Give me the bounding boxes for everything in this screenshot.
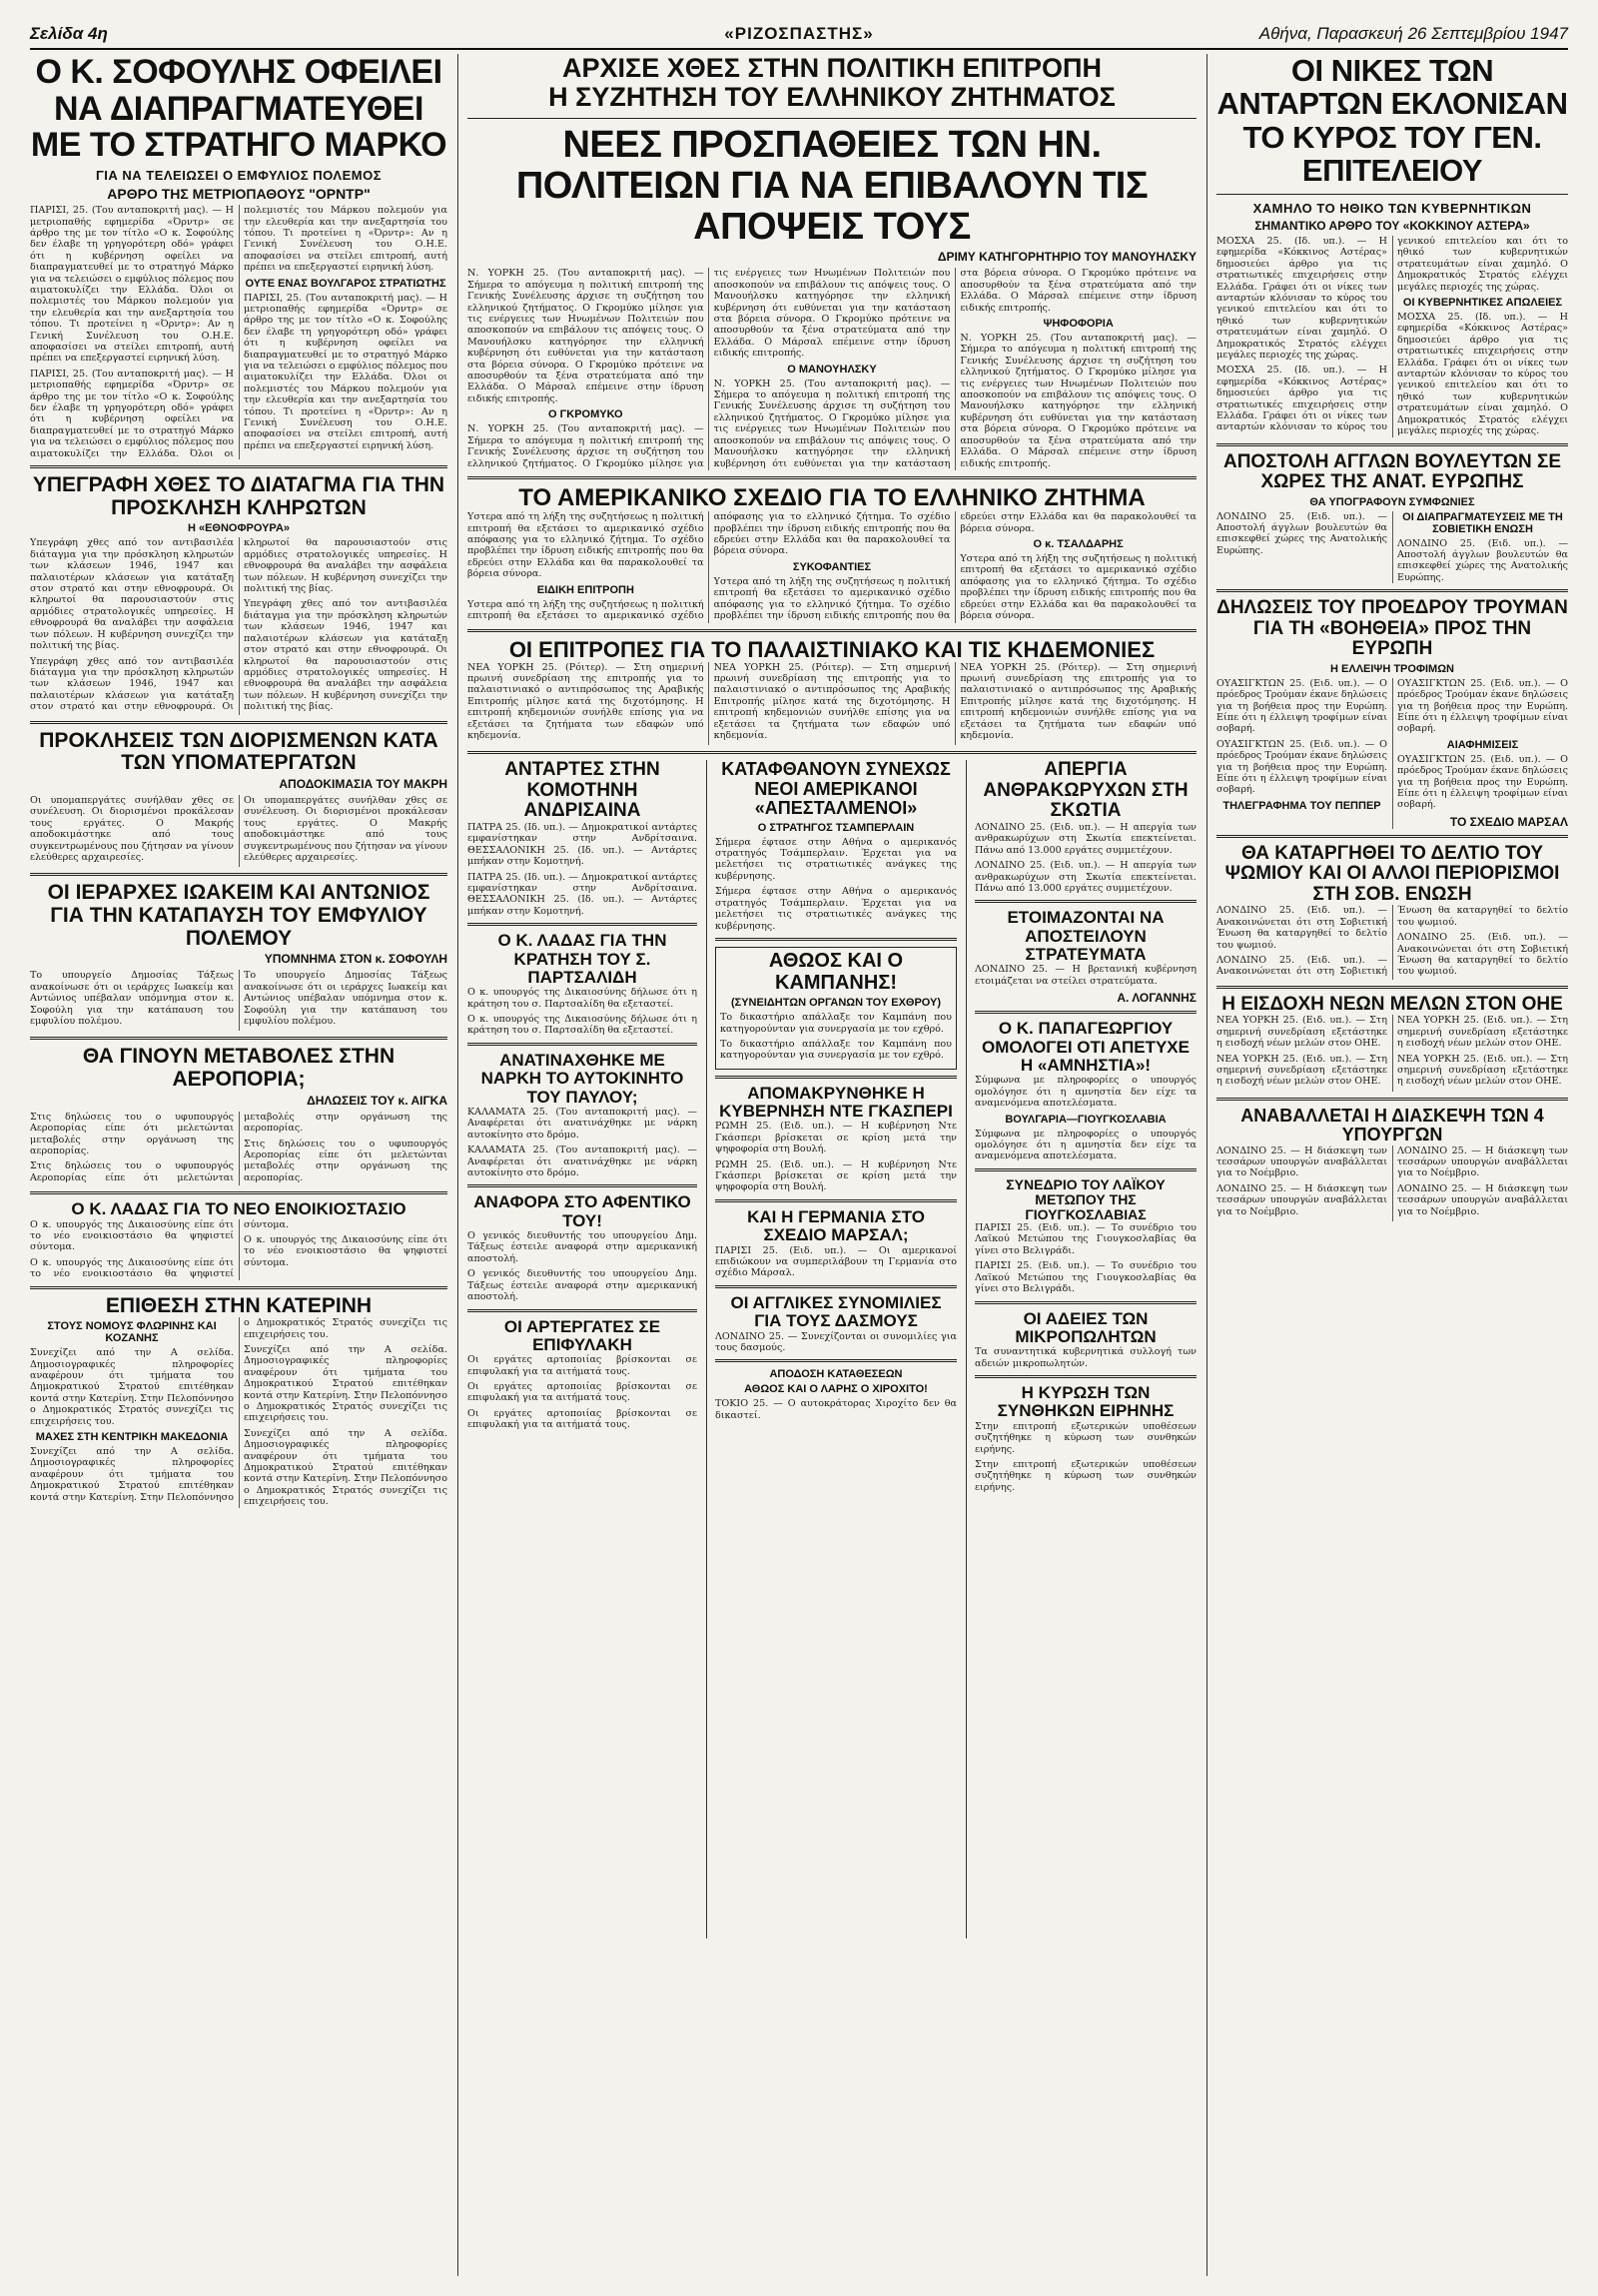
headline-katerini: ΕΠΙΘΕΣΗ ΣΤΗΝ ΚΑΤΕΡΙΝΗ xyxy=(105,1293,373,1317)
subcolumn xyxy=(975,760,1197,1938)
article-text: Στην επιτροπή εξωτερικών υποθέσεων συζητήθηκε η κύρωση των συνθηκών ειρήνης. xyxy=(975,1458,1197,1493)
article-body xyxy=(30,1219,447,1280)
article-body xyxy=(467,662,1197,746)
article-text: ΝΕΑ ΥΟΡΚΗ 25. (Ρόιτερ). — Στη σημερινή πρωινή συνεδρίαση της επιτροπής για το παλαιστινιακό ο αντιπρόσωπος της Αραβικής Επιτροπής μίλησε κατά της διχοτόμησης. Η επιτροπή κηδεμονιών συνήλθε επίσης για να εξετάσει τα ζητήματα των εδαφών υπό κηδεμονία. xyxy=(467,661,704,741)
headline-partsalidis: Ο Κ. ΛΑΔΑΣ ΓΙΑ ΤΗΝ ΚΡΑΤΗΣΗ ΤΟΥ Σ. ΠΑΡΤΣΑΛΙΔΗ xyxy=(497,931,667,987)
article-text: Το υπουργείο Δημοσίας Τάξεως ανακοίνωσε ότι οι ιεράρχες Ιωακείμ και Αντώνιος υπέβαλαν υπόμνημα στον κ. Σοφούλη για την κατάπαυση του εμφυλίου πολέμου. xyxy=(30,970,234,1027)
headline-rent: Ο Κ. ΛΑΔΑΣ ΓΙΑ ΤΟ ΝΕΟ ΕΝΟΙΚΙΟΣΤΑΣΙΟ xyxy=(71,1199,406,1219)
column-rule xyxy=(966,760,967,1938)
page-number: Σελίδα 4η xyxy=(30,24,108,43)
headline-miners: ΑΠΕΡΓΙΑ ΑΝΘΡΑΚΩΡΥΧΩΝ ΣΤΗ ΣΚΩΤΙΑ xyxy=(983,760,1189,822)
article-text: Οι εργάτες αρτοποιίας βρίσκονται σε επιφυλακή για τα αιτήματά τους. xyxy=(467,1381,697,1404)
subhead: ΑΡΘΡΟ ΤΗΣ ΜΕΤΡΙΟΠΑΘΟΥΣ "ΟΡΝΤΡ" xyxy=(107,186,371,203)
article-text: Ο κ. υπουργός της Δικαιοσύνης είπε ότι το νέο ενοικιοστάσιο θα ψηφιστεί σύντομα. xyxy=(244,1233,447,1268)
headline-germany: ΚΑΙ Η ΓΕΡΜΑΝΙΑ ΣΤΟ ΣΧΕΔΙΟ ΜΑΡΣΑΛ; xyxy=(747,1206,925,1245)
article-body xyxy=(30,1317,447,1508)
subhead: ΘΑ ΥΠΟΓΡΑΦΟΥΝ ΣΥΜΦΩΝΙΕΣ xyxy=(1309,495,1475,508)
subcolumn xyxy=(467,760,697,1938)
article-body xyxy=(467,268,1197,470)
headline-bread-card: ΘΑ ΚΑΤΑΡΓΗΘΕΙ ΤΟ ΔΕΛΤΙΟ ΤΟΥ ΨΩΜΙΟΥ ΚΑΙ ΟΙ ΑΛΛΟΙ ΠΕΡΙΟΡΙΣΜΟΙ ΣΤΗ ΣΟΒ. ΕΝΩΣΗ xyxy=(1224,842,1560,905)
article-text: ΝΕΑ ΥΟΡΚΗ 25. (Ειδ. υπ.). — Στη σημερινή συνεδρίαση εξετάστηκε η εισδοχή νέων μελών στον ΟΗΕ. xyxy=(1216,1015,1387,1050)
article-text: Υπεγράφη χθες από τον αντιβασιλέα διάταγμα για την πρόσκληση κληρωτών των κλάσεων 1946, 1947 και παλαιοτέρων κλάσεων για κατάταξη στον στρατό και στην εθνοφρουρά. Οι κληρωτοί θα παρουσιαστούν στις αρμόδιες στρατολογικές υπηρεσίες. Η εθνοφρουρά θα αναλάβει την ασφάλεια των πόλεων. Η κυβέρνηση συνεχίζει την πολιτική της βίας. xyxy=(30,537,447,713)
signature: ΤΟ ΣΧΕΔΙΟ ΜΑΡΣΑΛ xyxy=(1449,814,1568,829)
subhead: ΕΙΔΙΚΗ ΕΠΙΤΡΟΠΗ xyxy=(536,583,634,596)
headline-dockworkers: ΠΡΟΚΛΗΣΕΙΣ ΤΩΝ ΔΙΟΡΙΣΜΕΝΩΝ ΚΑΤΑ ΤΩΝ ΥΠΟΜΑΤΕΡΓΑΤΩΝ xyxy=(39,728,438,775)
article-text: ΛΟΝΔΙΝΟ 25. — Η διάσκεψη των τεσσάρων υπουργών αναβάλλεται για το Νοέμβριο. xyxy=(1216,1182,1387,1217)
article-text: Οι εργάτες αρτοποιίας βρίσκονται σε επιφυλακή για τα αιτήματά τους. xyxy=(467,1407,697,1431)
article-text: Οι εργάτες αρτοποιίας βρίσκονται σε επιφυλακή για τα αιτήματά τους. xyxy=(467,1354,697,1377)
subhead: ΜΑΧΕΣ ΣΤΗ ΚΕΝΤΡΙΚΗ ΜΑΚΕΔΟΝΙΑ xyxy=(35,1431,229,1444)
article-text: Ο κ. υπουργός της Δικαιοσύνης δήλωσε ότι η κράτηση του σ. Παρτσαλίδη θα εξεταστεί. xyxy=(467,987,697,1010)
article-text: Ο κ. υπουργός της Δικαιοσύνης δήλωσε ότι η κράτηση του σ. Παρτσαλίδη θα εξεταστεί. xyxy=(467,1014,697,1037)
article-text: ΝΕΑ ΥΟΡΚΗ 25. (Ειδ. υπ.). — Στη σημερινή συνεδρίαση εξετάστηκε η εισδοχή νέων μελών στον ΟΗΕ. xyxy=(1397,1015,1568,1050)
column-left xyxy=(30,54,447,2276)
subhead: ΟΙ ΚΥΒΕΡΝΗΤΙΚΕΣ ΑΠΩΛΕΙΕΣ xyxy=(1402,296,1563,309)
article-text: Στις δηλώσεις του ο υφυπουργός Αεροπορίας είπε ότι μελετώνται μεταβολές στην οργάνωση της αεροπορίας. xyxy=(30,1111,447,1183)
article-text: Στις δηλώσεις του ο υφυπουργός Αεροπορίας είπε ότι μελετώνται μεταβολές στην οργάνωση της αεροπορίας. xyxy=(30,1111,234,1156)
article-text: Στις δηλώσεις του ο υφυπουργός Αεροπορίας είπε ότι μελετώνται μεταβολές στην οργάνωση της αεροπορίας. xyxy=(244,1138,447,1183)
headline-kicker: ΑΡΧΙΣΕ ΧΘΕΣ ΣΤΗΝ ΠΟΛΙΤΙΚΗ ΕΠΙΤΡΟΠΗ xyxy=(562,54,1102,83)
article-text: Ν. ΥΟΡΚΗ 25. (Του ανταποκριτή μας). — Σήμερα το απόγευμα η πολιτική επιτροπή της Γενικής Συνέλευσης άρχισε τη συζήτηση του ελληνικού ζητήματος. Ο Γκρομύκο μίλησε για τις ενέργειες των Ηνωμένων Πολιτειών που αποσκοπούν να επιβάλουν τις απόψεις τους. Ο Μανουήλσκυ κατηγόρησε την ελληνική κυβέρνηση ότι ευθύνεται για την κατάσταση στα βόρεια σύνορα. Ο Γκρομύκο πρότεινε να αποσυρθούν τα ξένα στρατεύματα από την Ελλάδα. Ο Μάρσαλ επέμεινε στην ίδρυση ειδικής επιτροπής. xyxy=(467,268,704,404)
subhead: ΣΥΚΟΦΑΝΤΙΕΣ xyxy=(792,560,872,573)
article-text: ΠΑΡΙΣΙ, 25. (Του ανταποκριτή μας). — Η μετριοπαθής εφημερίδα «Όρντρ» σε άρθρο της με τον τίτλο «Ο κ. Σοφούλης δεν έλαβε τη γρηγορότερη οδό» γράφει ότι η κυβέρνηση οφείλει να διαπραγματευθεί με το στρατηγό Μάρκο για να τελειώσει ο εμφύλιος πόλεμος που αιματοκυλίζει την Ελλάδα. Όλοι οι πολεμιστές του Μάρκου πολεμούν για την ελευθερία και την ανεξαρτησία του τόπου. Τι προτείνει η «Όρντρ»: Αν η Γενική Συνέλευση του Ο.Η.Ε. αποφασίσει να στείλει επιτροπή, αυτή πρέπει να επεξεργαστεί ειρηνική λύση. xyxy=(30,205,447,459)
headline-tariffs: ΟΙ ΑΓΓΛΙΚΕΣ ΣΥΝΟΜΙΛΙΕΣ ΓΙΑ ΤΟΥΣ ΔΑΣΜΟΥΣ xyxy=(730,1292,942,1331)
subhead: ΟΥΤΕ ΕΝΑΣ ΒΟΥΛΓΑΡΟΣ ΣΤΡΑΤΙΩΤΗΣ xyxy=(245,277,446,290)
article-text: Το υπουργείο Δημοσίας Τάξεως ανακοίνωσε ότι οι ιεράρχες Ιωακείμ και Αντώνιος υπέβαλαν υπόμνημα στον κ. Σοφούλη για την κατάπαυση του εμφυλίου πολέμου. xyxy=(244,970,447,1027)
headline-mps-mission: ΑΠΟΣΤΟΛΗ ΑΓΓΛΩΝ ΒΟΥΛΕΥΤΩΝ ΣΕ ΧΩΡΕΣ ΤΗΣ ΑΝΑΤ. ΕΥΡΩΠΗΣ xyxy=(1222,450,1562,493)
headline-truman: ΔΗΛΩΣΕΙΣ ΤΟΥ ΠΡΟΕΔΡΟΥ ΤΡΟΥΜΑΝ ΓΙΑ ΤΗ «ΒΟΗΘΕΙΑ» ΠΡΟΣ ΤΗΝ ΕΥΡΩΠΗ xyxy=(1216,597,1568,660)
subhead: Ο ΣΤΡΑΤΗΓΟΣ ΤΣΑΜΠΕΡΛΑΙΝ xyxy=(757,821,915,834)
article-text: ΝΕΑ ΥΟΡΚΗ 25. (Ειδ. υπ.). — Στη σημερινή συνεδρίαση εξετάστηκε η εισδοχή νέων μελών στον ΟΗΕ. xyxy=(1216,1053,1387,1088)
article-text: Υπεγράφη χθες από τον αντιβασιλέα διάταγμα για την πρόσκληση κληρωτών των κλάσεων 1946, 1947 και παλαιοτέρων κλάσεων για κατάταξη στον στρατό και στην εθνοφρουρά. Οι κληρωτοί θα παρουσιαστούν στις αρμόδιες στρατολογικές υπηρεσίες. Η εθνοφρουρά θα αναλάβει την ασφάλεια των πόλεων. Η κυβέρνηση συνεχίζει την πολιτική της βίας. xyxy=(244,598,447,713)
column-rule xyxy=(1206,54,1207,2276)
article-text: ΠΑΤΡΑ 25. (Ιδ. υπ.). — Δημοκρατικοί αντάρτες εμφανίστηκαν στην Ανδρίτσαινα. ΘΕΣΣΑΛΟΝΙΚΗ 25. (Ιδ. υπ.). — Αντάρτες μπήκαν στην Κομοτηνή. xyxy=(467,821,697,868)
article-text: ΛΟΝΔΙΝΟ 25. (Ειδ. υπ.). — Αποστολή άγγλων βουλευτών θα επισκεφθεί χώρες της Ανατολικής Ευρώπης. xyxy=(1216,510,1387,556)
subhead: Η ΕΛΛΕΙΨΗ ΤΡΟΦΙΜΩΝ xyxy=(1330,662,1454,675)
article-text: ΚΑΛΑΜΑΤΑ 25. (Του ανταποκριτή μας). — Αναφέρεται ότι ανατινάχθηκε με νάρκη αυτοκίνητο στο δρόμο. xyxy=(467,1106,697,1141)
article-text: ΤΟΚΙΟ 25. — Ο αυτοκράτορας Χιροχίτο δεν θα δικαστεί. xyxy=(715,1398,957,1421)
article-text: Ν. ΥΟΡΚΗ 25. (Του ανταποκριτή μας). — Σήμερα το απόγευμα η πολιτική επιτροπή της Γενικής Συνέλευσης άρχισε τη συζήτηση του ελληνικού ζητήματος. Ο Γκρομύκο μίλησε για τις ενέργειες των Ηνωμένων Πολιτειών που αποσκοπούν να επιβάλουν τις απόψεις τους. Ο Μανουήλσκυ κατηγόρησε την ελληνική κυβέρνηση ότι ευθύνεται για την κατάσταση στα βόρεια σύνορα. Ο Γκρομύκο πρότεινε να αποσυρθούν τα ξένα στρατεύματα από την Ελλάδα. Ο Μάρσαλ επέμεινε στην ίδρυση ειδικής επιτροπής. xyxy=(713,268,1197,469)
article-text: Ο κ. υπουργός της Δικαιοσύνης είπε ότι το νέο ενοικιοστάσιο θα ψηφιστεί σύντομα. xyxy=(30,1218,290,1280)
boxed-article xyxy=(715,947,957,1070)
article-body xyxy=(1216,236,1568,437)
article-text: ΠΑΡΙΣΙ 25. (Ειδ. υπ.). — Το συνέδριο του Λαϊκού Μετώπου της Γιουγκοσλαβίας θα γίνει στο Βελιγράδι. xyxy=(975,1222,1197,1256)
article-text: Στην επιτροπή εξωτερικών υποθέσεων συζητήθηκε η κύρωση των συνθηκών ειρήνης. xyxy=(975,1420,1197,1455)
subhead: Ο κ. ΤΣΑΛΔΑΡΗΣ xyxy=(1033,537,1124,550)
article-text: Υστερα από τη λήξη της συζητήσεως η πολιτική επιτροπή θα εξετάσει το αμερικανικό σχέδιο απόφασης για το ελληνικό ζήτημα. Το σχέδιο προβλέπει την ίδρυση ειδικής επιτροπής που θα εδρεύει στην Ελλάδα και θα παρακολουθεί τα βόρεια σύνορα. xyxy=(713,511,1197,621)
headline-amnesty: Ο Κ. ΠΑΠΑΓΕΩΡΓΙΟΥ ΟΜΟΛΟΓΕΙ ΟΤΙ ΑΠΕΤΥΧΕ Η «ΑΜΝΗΣΤΙΑ»! xyxy=(982,1019,1190,1075)
article-text: Υστερα από τη λήξη της συζητήσεως η πολιτική επιτροπή θα εξετάσει το αμερικανικό σχέδιο απόφασης για το ελληνικό ζήτημα. Το σχέδιο προβλέπει την ίδρυση ειδικής επιτροπής που θα εδρεύει στην Ελλάδα και θα παρακολουθεί τα βόρεια σύνορα. xyxy=(960,552,1197,621)
column-right xyxy=(1216,54,1568,2276)
headline-degasperi: ΑΠΟΜΑΚΡΥΝΘΗΚΕ Η ΚΥΒΕΡΝΗΣΗ ΝΤΕ ΓΚΑΣΠΕΡΙ xyxy=(719,1083,953,1122)
headline-un-members: Η ΕΙΣΔΟΧΗ ΝΕΩΝ ΜΕΛΩΝ ΣΤΟΝ ΟΗΕ xyxy=(1221,993,1563,1015)
article-text: ΛΟΝΔΙΝΟ 25. (Ειδ. υπ.). — Η απεργία των ανθρακωρύχων στη Σκωτία επεκτείνεται. Πάνω από 13.000 εργάτες συμμετέχουν. xyxy=(975,821,1197,856)
article-text: ΠΑΡΙΣΙ 25. (Ειδ. υπ.). — Το συνέδριο του Λαϊκού Μετώπου της Γιουγκοσλαβίας θα γίνει στο Βελιγράδι. xyxy=(975,1260,1197,1295)
headline-hierarchs: ΟΙ ΙΕΡΑΡΧΕΣ ΙΩΑΚΕΙΜ ΚΑΙ ΑΝΤΩΝΙΟΣ ΓΙΑ ΤΗΝ ΚΑΤΑΠΑΥΣΗ ΤΟΥ ΕΜΦΥΛΙΟΥ ΠΟΛΕΜΟΥ xyxy=(47,881,430,950)
article-text: ΟΥΑΣΙΓΚΤΩΝ 25. (Ειδ. υπ.). — Ο πρόεδρος Τρούμαν έκανε δηλώσεις για τη βοήθεια προς την Ευρώπη. Είπε ότι η έλλειψη τροφίμων είναι σοβαρή. xyxy=(1216,738,1387,796)
subhead: ΑΙΑΦΗΜΙΣΕΙΣ xyxy=(1446,738,1519,751)
subhead: ΑΠΟΔΟΚΙΜΑΣΙΑ ΤΟΥ ΜΑΚΡΗ xyxy=(279,776,447,791)
article-text: Υστερα από τη λήξη της συζητήσεως η πολιτική επιτροπή θα εξετάσει το αμερικανικό σχέδιο απόφασης για το ελληνικό ζήτημα. Το σχέδιο προβλέπει την ίδρυση ειδικής επιτροπής που θα εδρεύει στην Ελλάδα και θα παρακολουθεί τα βόρεια σύνορα. xyxy=(467,511,951,621)
article-body xyxy=(1216,905,1568,979)
headline-kampanis: ΑΘΩΟΣ ΚΑΙ Ο ΚΑΜΠΑΝΗΣ! xyxy=(768,949,904,994)
article-text: ΛΟΝΔΙΝΟ 25. — Η διάσκεψη των τεσσάρων υπουργών αναβάλλεται για το Νοέμβριο. xyxy=(1397,1182,1568,1217)
subhead: Η «ΕΘΝΟΦΡΟΥΡΑ» xyxy=(187,522,291,535)
column-rule xyxy=(457,54,458,2276)
headline-komotini: ΑΝΤΑΡΤΕΣ ΣΤΗΝ ΚΟΜΟΤΗΝΗ ΑΝΔΡΙΣΑΙΝΑ xyxy=(504,760,660,822)
article-text: ΛΟΝΔΙΝΟ 25. — Η βρετανική κυβέρνηση ετοιμάζεται να στείλει στρατεύματα. xyxy=(975,964,1197,987)
article-body xyxy=(467,511,1197,623)
subhead: ΣΗΜΑΝΤΙΚΟ ΑΡΘΡΟ ΤΟΥ «ΚΟΚΚΙΝΟΥ ΑΣΤΕΡΑ» xyxy=(1254,218,1530,233)
article-text: Το δικαστήριο απάλλαξε τον Καμπάνη που κατηγορούνταν για συνεργασία με τον εχθρό. xyxy=(720,1012,952,1035)
headline-peace-treaties: Η ΚΥΡΩΣΗ ΤΩΝ ΣΥΝΘΗΚΩΝ ΕΙΡΗΝΗΣ xyxy=(997,1383,1175,1421)
article-body xyxy=(1216,1146,1568,1221)
article-text: Σήμερα έφτασε στην Αθήνα ο αμερικανός στρατηγός Τσάμπερλαιν. Έρχεται για να μελετήσει τις στρατιωτικές ανάγκες της κυβέρνησης. xyxy=(715,886,957,932)
article-text: Οι υπομαπεργάτες συνήλθαν χθες σε συνέλευση. Οι διορισμένοι προκάλεσαν τους εργάτες. Ο Μακρής αποδοκιμάστηκε από τους συγκεντρωμένους που ζήτησαν να γίνουν ελεύθερες αρχαιρεσίες. xyxy=(244,794,447,863)
article-text: ΜΟΣΧΑ 25. (Ιδ. υπ.). — Η εφημερίδα «Κόκκινος Αστέρας» δημοσιεύει άρθρο για τις στρατιωτικές επιχειρήσεις στην Ελλάδα. Γράφει ότι οι νίκες των ανταρτών κλόνισαν το κύρος του γενικού επιτελείου και ότι το ηθικό των κυβερνητικών στρατευμάτων είναι χαμηλό. Ο Δημοκρατικός Στρατός ελέγχει μεγάλες περιοχές της χώρας. xyxy=(1216,235,1387,361)
article-text: ΛΟΝΔΙΝΟ 25. — Η διάσκεψη των τεσσάρων υπουργών αναβάλλεται για το Νοέμβριο. xyxy=(1397,1145,1568,1179)
column-rule xyxy=(706,760,707,1938)
article-text: Οι υπομαπεργάτες συνήλθαν χθες σε συνέλευση. Οι διορισμένοι προκάλεσαν τους εργάτες. Ο Μακρής αποδοκιμάστηκε από τους συγκεντρωμένους που ζήτησαν να γίνουν ελεύθερες αρχαιρεσίες. xyxy=(30,794,234,863)
subhead: ΟΙ ΔΙΑΠΡΑΓΜΑΤΕΥΣΕΙΣ ΜΕ ΤΗ ΣΟΒΙΕΤΙΚΗ ΕΝΩΣΗ xyxy=(1402,510,1563,535)
article-text: Το δικαστήριο απάλλαξε τον Καμπάνη που κατηγορούνταν για συνεργασία με τον εχθρό. xyxy=(720,1038,952,1062)
article-text: ΝΕΑ ΥΟΡΚΗ 25. (Ρόιτερ). — Στη σημερινή πρωινή συνεδρίαση της επιτροπής για το παλαιστινιακό ο αντιπρόσωπος της Αραβικής Επιτροπής μίλησε κατά της διχοτόμησης. Η επιτροπή κηδεμονιών συνήλθε επίσης για να εξετάσει τα ζητήματα των εδαφών υπό κηδεμονία. xyxy=(713,661,951,741)
article-text: ΛΟΝΔΙΝΟ 25. (Ειδ. υπ.). — Αποστολή άγγλων βουλευτών θα επισκεφθεί χώρες της Ανατολικής Ευρώπης. xyxy=(1397,537,1568,583)
article-text: Συνεχίζει από την Α σελίδα. Δημοσιογραφικές πληροφορίες αναφέρουν ότι τμήματα του Δημοκρατικού Στρατού επιτέθηκαν κοντά στην Κατερίνη. Στην Πελοπόννησο ο Δημοκρατικός Στρατός συνεχίζει τις επιχειρήσεις του. xyxy=(244,1344,447,1424)
subhead: ΑΠΟΔΟΣΗ ΚΑΤΑΘΕΣΕΩΝ xyxy=(769,1368,903,1381)
headline-pavlou: ΑΝΑΤΙΝΑΧΘΗΚΕ ΜΕ ΝΑΡΚΗ ΤΟ ΑΥΤΟΚΙΝΗΤΟ ΤΟΥ ΠΑΥΛΟΥ; xyxy=(480,1050,684,1107)
masthead xyxy=(30,22,1568,50)
article-body xyxy=(1216,1015,1568,1091)
headline-four-ministers: ΑΝΑΒΑΛΛΕΤΑΙ Η ΔΙΑΣΚΕΨΗ ΤΩΝ 4 ΥΠΟΥΡΓΩΝ xyxy=(1240,1105,1544,1146)
article-text: Ο γενικός διευθυντής του υπουργείου Δημ. Τάξεως έστειλε αναφορά στην αμερικανική αποστολή. xyxy=(467,1268,697,1303)
headline-kicker: Η ΣΥΖΗΤΗΣΗ ΤΟΥ ΕΛΛΗΝΙΚΟΥ ΖΗΤΗΜΑΤΟΣ xyxy=(548,82,1116,113)
article-body xyxy=(30,537,447,714)
article-text: ΠΑΡΙΣΙ, 25. (Του ανταποκριτή μας). — Η μετριοπαθής εφημερίδα «Όρντρ» σε άρθρο της με τον τίτλο «Ο κ. Σοφούλης δεν έλαβε τη γρηγορότερη οδό» γράφει ότι η κυβέρνηση οφείλει να διαπραγματευθεί με το στρατηγό Μάρκο για να τελειώσει ο εμφύλιος πόλεμος που αιματοκυλίζει την Ελλάδα. Όλοι οι πολεμιστές του Μάρκου πολεμούν για την ελευθερία και την ανεξαρτησία του τόπου. Τι προτείνει η «Όρντρ»: Αν η Γενική Συνέλευση του Ο.Η.Ε. αποφασίσει να στείλει επιτροπή, αυτή πρέπει να επεξεργαστεί ειρηνική λύση. xyxy=(30,205,234,365)
column-center xyxy=(467,54,1197,2276)
subhead: ΤΗΛΕΓΡΑΦΗΜΑ ΤΟΥ ΠΕΠΠΕΡ xyxy=(1222,799,1381,812)
article-text: ΛΟΝΔΙΝΟ 25. (Ειδ. υπ.). — Ανακοινώνεται ότι στη Σοβιετική Ένωση θα καταργηθεί το δελτίο του ψωμιού. xyxy=(1216,905,1387,951)
article-text: ΝΕΑ ΥΟΡΚΗ 25. (Ειδ. υπ.). — Στη σημερινή συνεδρίαση εξετάστηκε η εισδοχή νέων μελών στον ΟΗΕ. xyxy=(1397,1053,1568,1088)
article-text: ΠΑΡΙΣΙ, 25. (Του ανταποκριτή μας). — Η μετριοπαθής εφημερίδα «Όρντρ» σε άρθρο της με τον τίτλο «Ο κ. Σοφούλης δεν έλαβε τη γρηγορότερη οδό» γράφει ότι η κυβέρνηση οφείλει να διαπραγματευθεί με το στρατηγό Μάρκο για να τελειώσει ο εμφύλιος πόλεμος που αιματοκυλίζει την Ελλάδα. Όλοι οι πολεμιστές του Μάρκου πολεμούν για την ελευθερία και την ανεξαρτησία του τόπου. Τι προτείνει η «Όρντρ»: Αν η Γενική Συνέλευση του Ο.Η.Ε. αποφασίσει να στείλει επιτροπή, αυτή πρέπει να επεξεργαστεί ειρηνική λύση. xyxy=(244,292,447,451)
headline-vendors: ΟΙ ΑΔΕΙΕΣ ΤΩΝ ΜΙΚΡΟΠΩΛΗΤΩΝ xyxy=(1015,1308,1157,1346)
article-text: ΡΩΜΗ 25. (Ειδ. υπ.). — Η κυβέρνηση Ντε Γκάσπερι βρίσκεται σε κρίση μετά την ψηφοφορία στη Βουλή. xyxy=(715,1121,957,1155)
article-text: ΠΑΡΙΣΙ 25. (Ειδ. υπ.). — Οι αμερικανοί επιδιώκουν να συμπεριλάβουν τη Γερμανία στο σχέδιο Μάρσαλ. xyxy=(715,1244,957,1279)
article-body xyxy=(30,205,447,459)
article-body xyxy=(30,1112,447,1185)
article-body xyxy=(1216,678,1568,829)
subhead: ΔΡΙΜΥ ΚΑΤΗΓΟΡΗΤΗΡΙΟ ΤΟΥ ΜΑΝΟΥΗΛΣΚΥ xyxy=(937,250,1197,265)
article-text: ΝΕΑ ΥΟΡΚΗ 25. (Ρόιτερ). — Στη σημερινή πρωινή συνεδρίαση της επιτροπής για το παλαιστινιακό ο αντιπρόσωπος της Αραβικής Επιτροπής μίλησε κατά της διχοτόμησης. Η επιτροπή κηδεμονιών συνήλθε επίσης για να εξετάσει τα ζητήματα των εδαφών υπό κηδεμονία. xyxy=(960,661,1197,741)
article-text: ΚΑΛΑΜΑΤΑ 25. (Του ανταποκριτή μας). — Αναφέρεται ότι ανατινάχθηκε με νάρκη αυτοκίνητο στο δρόμο. xyxy=(467,1145,697,1178)
headline-sofoulis: Ο Κ. ΣΟΦΟΥΛΗΣ ΟΦΕΙΛΕΙ ΝΑ ΔΙΑΠΡΑΓΜΑΤΕΥΘΕΙ ΜΕ ΤΟ ΣΤΡΑΤΗΓΟ ΜΑΡΚΟ xyxy=(30,54,447,165)
article-text: Υστερα από τη λήξη της συζητήσεως η πολιτική επιτροπή θα εξετάσει το αμερικανικό σχέδιο απόφασης για το ελληνικό ζήτημα. Το σχέδιο προβλέπει την ίδρυση ειδικής επιτροπής που θα εδρεύει στην Ελλάδα και θα παρακολουθεί τα βόρεια σύνορα. xyxy=(467,511,704,580)
article-text: ΛΟΝΔΙΝΟ 25. (Ειδ. υπ.). — Ανακοινώνεται ότι στη Σοβιετική Ένωση θα καταργηθεί το δελτίο του ψωμιού. xyxy=(1216,905,1568,978)
article-text: Ν. ΥΟΡΚΗ 25. (Του ανταποκριτή μας). — Σήμερα το απόγευμα η πολιτική επιτροπή της Γενικής Συνέλευσης άρχισε τη συζήτηση του ελληνικού ζητήματος. Ο Γκρομύκο μίλησε για τις ενέργειες των Ηνωμένων Πολιτειών που αποσκοπούν να επιβάλουν τις απόψεις τους. Ο Μανουήλσκυ κατηγόρησε την ελληνική κυβέρνηση ότι ευθύνεται για την κατάσταση στα βόρεια σύνορα. Ο Γκρομύκο πρότεινε να αποσυρθούν τα ξένα στρατεύματα από την Ελλάδα. Ο Μάρσαλ επέμεινε στην ίδρυση ειδικής επιτροπής. xyxy=(467,268,951,469)
article-text: Σύμφωνα με πληροφορίες ο υπουργός ομολόγησε ότι η αμνηστία δεν είχε τα αναμενόμενα αποτελέσματα. xyxy=(975,1128,1197,1162)
article-body xyxy=(30,795,447,867)
article-text: ΜΟΣΧΑ 25. (Ιδ. υπ.). — Η εφημερίδα «Κόκκινος Αστέρας» δημοσιεύει άρθρο για τις στρατιωτικές επιχειρήσεις στην Ελλάδα. Γράφει ότι οι νίκες των ανταρτών κλόνισαν το κύρος του γενικού επιτελείου και ότι το ηθικό των κυβερνητικών στρατευμάτων είναι χαμηλό. Ο Δημοκρατικός Στρατός ελέγχει μεγάλες περιοχές της χώρας. xyxy=(1397,311,1568,436)
article-text: ΛΟΝΔΙΝΟ 25. — Η διάσκεψη των τεσσάρων υπουργών αναβάλλεται για το Νοέμβριο. xyxy=(1216,1145,1387,1179)
headline-conscripts: ΥΠΕΓΡΑΦΗ ΧΘΕΣ ΤΟ ΔΙΑΤΑΓΜΑ ΓΙΑ ΤΗΝ ΠΡΟΣΚΛΗΣΗ ΚΛΗΡΩΤΩΝ xyxy=(32,473,445,519)
article-text: Σύμφωνα με πληροφορίες ο υπουργός ομολόγησε ότι η αμνηστία δεν είχε τα αναμενόμενα αποτελέσματα. xyxy=(975,1075,1197,1110)
subhead: Ο ΜΑΝΟΥΗΛΣΚΥ xyxy=(787,363,877,376)
article-body xyxy=(30,970,447,1031)
article-text: ΜΟΣΧΑ 25. (Ιδ. υπ.). — Η εφημερίδα «Κόκκινος Αστέρας» δημοσιεύει άρθρο για τις στρατιωτικές επιχειρήσεις στην Ελλάδα. Γράφει ότι οι νίκες των ανταρτών κλόνισαν το κύρος του γενικού επιτελείου και ότι το ηθικό των κυβερνητικών στρατευμάτων είναι χαμηλό. Ο Δημοκρατικός Στρατός ελέγχει μεγάλες περιοχές της χώρας. xyxy=(1216,235,1568,433)
headline-bakers: ΟΙ ΑΡΤΕΡΓΑΤΕΣ ΣΕ ΕΠΙΦΥΛΑΚΗ xyxy=(503,1316,661,1354)
article-text: ΛΟΝΔΙΝΟ 25. — Συνεχίζονται οι συνομιλίες για τους δασμούς. xyxy=(715,1330,957,1353)
lower-center-block xyxy=(467,760,1197,1938)
subhead: Ο ΓΚΡΟΜΥΚΟ xyxy=(548,408,623,421)
article-text: Τα συναντητικά κυβερνητικά συλλογή των αδειών μικροπωλητών. xyxy=(975,1346,1197,1369)
headline-report: ΑΝΑΦΟΡΑ ΣΤΟ ΑΦΕΝΤΙΚΟ ΤΟΥ! xyxy=(473,1192,691,1230)
article-text: Ν. ΥΟΡΚΗ 25. (Του ανταποκριτή μας). — Σήμερα το απόγευμα η πολιτική επιτροπή της Γενικής Συνέλευσης άρχισε τη συζήτηση του ελληνικού ζητήματος. Ο Γκρομύκο μίλησε για τις ενέργειες των Ηνωμένων Πολιτειών που αποσκοπούν να επιβάλουν τις απόψεις τους. Ο Μανουήλσκυ κατηγόρησε την ελληνική κυβέρνηση ότι ευθύνεται για την κατάσταση στα βόρεια σύνορα. Ο Γκρομύκο πρότεινε να αποσυρθούν τα ξένα στρατεύματα από την Ελλάδα. Ο Μάρσαλ επέμεινε στην ίδρυση ειδικής επιτροπής. xyxy=(960,333,1197,469)
kicker: ΧΑΜΗΛΟ ΤΟ ΗΘΙΚΟ ΤΩΝ ΚΥΒΕΡΝΗΤΙΚΩΝ xyxy=(1252,200,1532,216)
subhead: ΥΠΟΜΝΗΜΑ ΣΤΟΝ κ. ΣΟΦΟΥΛΗ xyxy=(264,952,447,967)
headline-airforce: ΘΑ ΓΙΝΟΥΝ ΜΕΤΑΒΟΛΕΣ ΣΤΗΝ ΑΕΡΟΠΟΡΙΑ; xyxy=(82,1045,396,1092)
article-text: Συνεχίζει από την Α σελίδα. Δημοσιογραφικές πληροφορίες αναφέρουν ότι τμήματα του Δημοκρατικού Στρατού επιτέθηκαν κοντά στην Κατερίνη. Στην Πελοπόννησο ο Δημοκρατικός Στρατός συνεχίζει τις επιχειρήσεις του. xyxy=(244,1427,447,1508)
article-text: Υπεγράφη χθες από τον αντιβασιλέα διάταγμα για την πρόσκληση κληρωτών των κλάσεων 1946, 1947 και παλαιοτέρων κλάσεων για κατάταξη στον στρατό και στην εθνοφρουρά. Οι κληρωτοί θα παρουσιαστούν στις αρμόδιες στρατολογικές υπηρεσίες. Η εθνοφρουρά θα αναλάβει την ασφάλεια των πόλεων. Η κυβέρνηση συνεχίζει την πολιτική της βίας. xyxy=(30,537,234,652)
kicker: ΓΙΑ ΝΑ ΤΕΛΕΙΩΣΕΙ Ο ΕΜΦΥΛΙΟΣ ΠΟΛΕΜΟΣ xyxy=(95,168,383,184)
article-text: ΛΟΝΔΙΝΟ 25. (Ειδ. υπ.). — Ανακοινώνεται ότι στη Σοβιετική Ένωση θα καταργηθεί το δελτίο του ψωμιού. xyxy=(1397,932,1568,978)
article-text: Συνεχίζει από την Α σελίδα. Δημοσιογραφικές πληροφορίες αναφέρουν ότι τμήματα του Δημοκρατικού Στρατού επιτέθηκαν κοντά στην Κατερίνη. Στην Πελοπόννησο ο Δημοκρατικός Στρατός συνεχίζει τις επιχειρήσεις του. xyxy=(30,1347,234,1427)
article-text: Σήμερα έφτασε στην Αθήνα ο αμερικανός στρατηγός Τσάμπερλαιν. Έρχεται για να μελετήσει τις στρατιωτικές ανάγκες της κυβέρνησης. xyxy=(715,836,957,882)
article-body xyxy=(1216,511,1568,584)
article-text: ΟΥΑΣΙΓΚΤΩΝ 25. (Ειδ. υπ.). — Ο πρόεδρος Τρούμαν έκανε δηλώσεις για τη βοήθεια προς την Ευρώπη. Είπε ότι η έλλειψη τροφίμων είναι σοβαρή. xyxy=(1397,753,1568,811)
subhead: ΔΗΛΩΣΕΙΣ ΤΟΥ κ. ΑΙΓΚΑ xyxy=(307,1093,447,1108)
article-text: ΠΑΤΡΑ 25. (Ιδ. υπ.). — Δημοκρατικοί αντάρτες εμφανίστηκαν στην Ανδρίτσαινα. ΘΕΣΣΑΛΟΝΙΚΗ 25. (Ιδ. υπ.). — Αντάρτες μπήκαν στην Κομοτηνή. xyxy=(467,871,697,917)
article-text: ΡΩΜΗ 25. (Ειδ. υπ.). — Η κυβέρνηση Ντε Γκάσπερι βρίσκεται σε κρίση μετά την ψηφοφορία στη Βουλή. xyxy=(715,1158,957,1193)
article-text: Ο γενικός διευθυντής του υπουργείου Δημ. Τάξεως έστειλε αναφορά στην αμερικανική αποστολή. xyxy=(467,1230,697,1264)
article-text: ΟΥΑΣΙΓΚΤΩΝ 25. (Ειδ. υπ.). — Ο πρόεδρος Τρούμαν έκανε δηλώσεις για τη βοήθεια προς την Ευρώπη. Είπε ότι η έλλειψη τροφίμων είναι σοβαρή. xyxy=(1216,677,1387,735)
subhead: ΑΘΩΟΣ ΚΑΙ Ο ΛΑΡΗΣ Ο ΧΙΡΟΧΙΤΟ! xyxy=(744,1383,928,1396)
subhead: (ΣΥΝΕΙΔΗΤΩΝ ΟΡΓΑΝΩΝ ΤΟΥ ΕΧΘΡΟΥ) xyxy=(730,997,942,1010)
subhead: ΣΤΟΥΣ ΝΟΜΟΥΣ ΦΛΩΡΙΝΗΣ ΚΑΙ ΚΟΖΑΝΗΣ xyxy=(47,1320,217,1345)
paper-name: «ΡΙΖΟΣΠΑΣΤΗΣ» xyxy=(724,24,874,43)
article-text: Συνεχίζει από την Α σελίδα. Δημοσιογραφικές πληροφορίες αναφέρουν ότι τμήματα του Δημοκρατικού Στρατού επιτέθηκαν κοντά στην Κατερίνη. Στην Πελοπόννησο ο Δημοκρατικός Στρατός συνεχίζει τις επιχειρήσεις του. xyxy=(30,1317,447,1503)
headline-troops: ΕΤΟΙΜΑΖΟΝΤΑΙ ΝΑ ΑΠΟΣΤΕΙΛΟΥΝ ΣΤΡΑΤΕΥΜΑΤΑ xyxy=(1007,908,1165,965)
article-text: ΛΟΝΔΙΝΟ 25. (Ειδ. υπ.). — Η απεργία των ανθρακωρύχων στη Σκωτία επεκτείνεται. Πάνω από 13.000 εργάτες συμμετέχουν. xyxy=(975,860,1197,894)
headline-political-committee: ΝΕΕΣ ΠΡΟΣΠΑΘΕΙΕΣ ΤΩΝ ΗΝ. ΠΟΛΙΤΕΙΩΝ ΓΙΑ ΝΑ ΕΠΙΒΑΛΟΥΝ ΤΙΣ ΑΠΟΨΕΙΣ ΤΟΥΣ xyxy=(515,124,1149,249)
headline-rebel-victories: ΟΙ ΝΙΚΕΣ ΤΩΝ ΑΝΤΑΡΤΩΝ ΕΚΛΟΝΙΣΑΝ ΤΟ ΚΥΡΟΣ ΤΟΥ ΓΕΝ. ΕΠΙΤΕΛΕΙΟΥ xyxy=(1216,54,1568,189)
headline-american-envoys: ΚΑΤΑΦΘΑΝΟΥΝ ΣΥΝΕΧΩΣ ΝΕΟΙ ΑΜΕΡΙΚΑΝΟΙ «ΑΠΕΣΤΑΛΜΕΝΟΙ» xyxy=(721,760,951,819)
headline-american-plan: ΤΟ ΑΜΕΡΙΚΑΝΙΚΟ ΣΧΕΔΙΟ ΓΙΑ ΤΟ ΕΛΛΗΝΙΚΟ ΖΗΤΗΜΑ xyxy=(518,484,1146,512)
article-text: ΟΥΑΣΙΓΚΤΩΝ 25. (Ειδ. υπ.). — Ο πρόεδρος Τρούμαν έκανε δηλώσεις για τη βοήθεια προς την Ευρώπη. Είπε ότι η έλλειψη τροφίμων είναι σοβαρή. xyxy=(1397,677,1568,735)
subhead: ΨΗΦΟΦΟΡΙΑ xyxy=(1043,318,1114,331)
signature: Α. ΛΟΓΑΝΝΗΣ xyxy=(1117,991,1197,1006)
dateline: Αθήνα, Παρασκευή 26 Σεπτεμβρίου 1947 xyxy=(1258,24,1568,43)
headline-yugoslavia: ΣΥΝΕΔΡΙΟ ΤΟΥ ΛΑΪΚΟΥ ΜΕΤΩΠΟΥ ΤΗΣ ΓΙΟΥΓΚΟΣΛΑΒΙΑΣ xyxy=(1006,1175,1166,1222)
subhead: ΒΟΥΛΓΑΡΙΑ—ΓΙΟΥΓΚΟΣΛΑΒΙΑ xyxy=(1005,1113,1167,1126)
article-text: Ο κ. υπουργός της Δικαιοσύνης είπε ότι το νέο ενοικιοστάσιο θα ψηφιστεί σύντομα. xyxy=(30,1218,234,1253)
subcolumn xyxy=(715,760,957,1938)
headline-palestine: ΟΙ ΕΠΙΤΡΟΠΕΣ ΓΙΑ ΤΟ ΠΑΛΑΙΣΤΙΝΙΑΚΟ ΚΑΙ ΤΙΣ ΚΗΔΕΜΟΝΙΕΣ xyxy=(508,636,1156,662)
